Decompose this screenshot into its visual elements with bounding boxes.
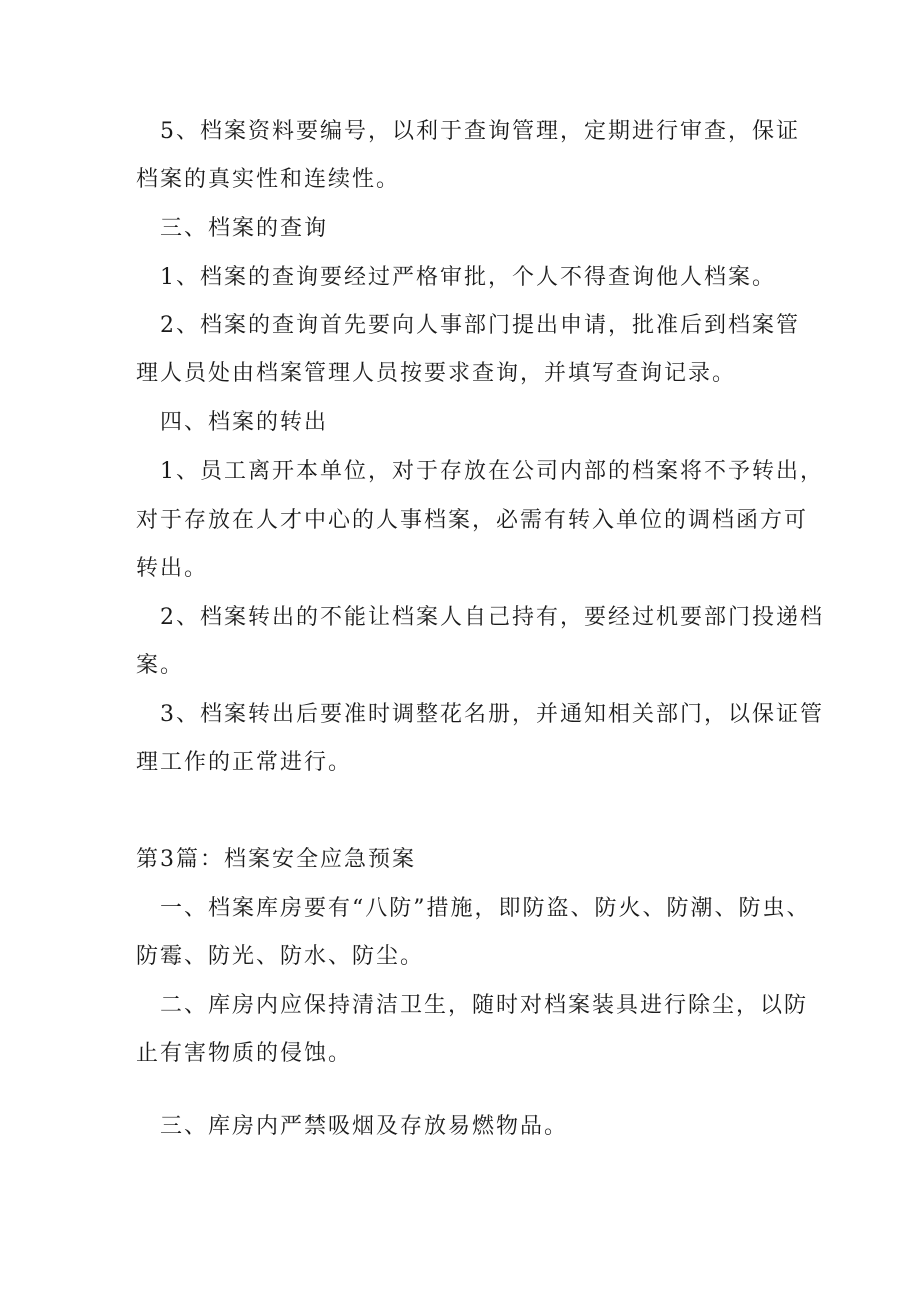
paragraph-item5-line1: 5、档案资料要编号，以利于查询管理，定期进行审查，保证 bbox=[160, 119, 800, 144]
paragraph-query-item2-line2: 理人员处由档案管理人员按要求查询，并填写查询记录。 bbox=[136, 361, 737, 386]
part3-title: 第3篇：档案安全应急预案 bbox=[136, 847, 416, 872]
paragraph-emergency-item3: 三、库房内严禁吸烟及存放易燃物品。 bbox=[160, 1114, 569, 1139]
paragraph-emergency-item1-line2: 防霉、防光、防水、防尘。 bbox=[136, 944, 425, 969]
paragraph-transfer-item2-line1: 2、档案转出的不能让档案人自己持有，要经过机要部门投递档 bbox=[160, 605, 824, 630]
paragraph-emergency-item1-line1: 一、档案库房要有“八防”措施，即防盗、防火、防潮、防虫、 bbox=[160, 896, 811, 921]
paragraph-transfer-item1-line2: 对于存放在人才中心的人事档案，必需有转入单位的调档函方可 bbox=[136, 508, 809, 533]
paragraph-query-item2-line1: 2、档案的查询首先要向人事部门提出申请，批准后到档案管 bbox=[160, 313, 800, 338]
paragraph-item5-line2: 档案的真实性和连续性。 bbox=[136, 167, 401, 192]
paragraph-transfer-item2-line2: 案。 bbox=[136, 653, 185, 678]
paragraph-transfer-item1-line3: 转出。 bbox=[136, 556, 209, 581]
paragraph-emergency-item2-line2: 止有害物质的侵蚀。 bbox=[136, 1041, 353, 1066]
section-heading-transfer: 四、档案的转出 bbox=[160, 410, 329, 435]
paragraph-query-item1: 1、档案的查询要经过严格审批，个人不得查询他人档案。 bbox=[160, 265, 776, 290]
paragraph-transfer-item1-line1: 1、员工离开本单位，对于存放在公司内部的档案将不予转出， bbox=[160, 459, 824, 484]
section-heading-query: 三、档案的查询 bbox=[160, 216, 329, 241]
paragraph-transfer-item3-line2: 理工作的正常进行。 bbox=[136, 750, 353, 775]
paragraph-transfer-item3-line1: 3、档案转出后要准时调整花名册，并通知相关部门，以保证管 bbox=[160, 702, 824, 727]
paragraph-emergency-item2-line1: 二、库房内应保持清洁卫生，随时对档案装具进行除尘，以防 bbox=[160, 993, 809, 1018]
